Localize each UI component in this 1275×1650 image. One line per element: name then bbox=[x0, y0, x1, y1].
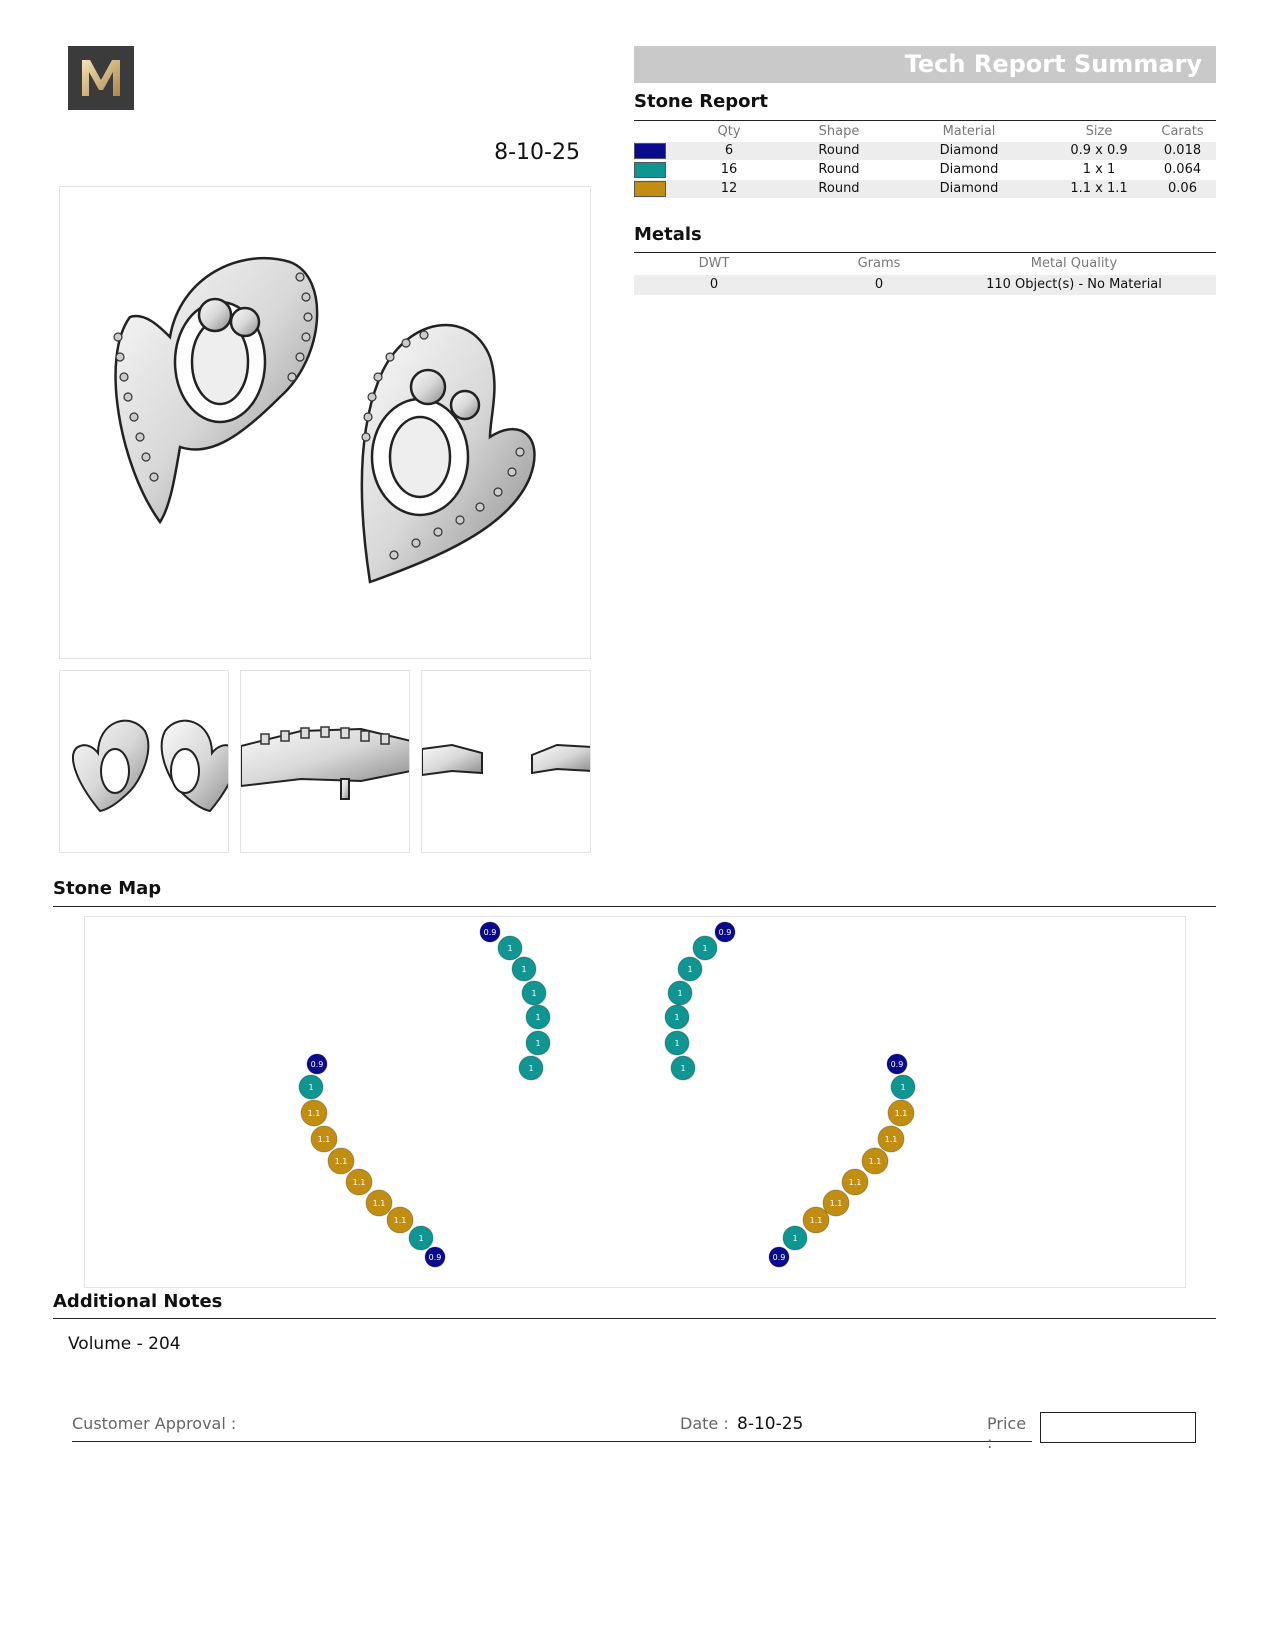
metals-header-row bbox=[634, 255, 1216, 273]
stone-size-label: 1.1 bbox=[809, 1216, 823, 1225]
stone-size-label: 0.9 bbox=[428, 1253, 442, 1262]
thumbnail-side-view bbox=[240, 670, 410, 853]
thumbnail-front-image bbox=[60, 671, 229, 853]
stone-marker bbox=[887, 1054, 907, 1074]
stone-report-header-row bbox=[634, 123, 1216, 141]
metals-rule bbox=[634, 252, 1216, 253]
stone-row bbox=[634, 142, 1216, 160]
metals-table bbox=[634, 255, 1216, 295]
stone-marker bbox=[842, 1169, 868, 1195]
stone-marker bbox=[498, 936, 522, 960]
stone-marker bbox=[299, 1075, 323, 1099]
col-material: Material bbox=[942, 124, 996, 139]
stone-marker bbox=[307, 1054, 327, 1074]
stone-size-label: 1 bbox=[507, 944, 513, 953]
stone-marker bbox=[519, 1056, 543, 1080]
stone-marker bbox=[878, 1126, 904, 1152]
additional-notes-heading: Additional Notes bbox=[53, 1291, 223, 1312]
logo-m-icon bbox=[68, 46, 134, 110]
stone-report-rule bbox=[634, 120, 1216, 121]
earrings-render-image bbox=[60, 187, 592, 660]
stone-size-label: 1 bbox=[792, 1234, 798, 1243]
thumbnail-top-view bbox=[421, 670, 591, 853]
stone-size-label: 1.1 bbox=[829, 1199, 843, 1208]
stone-size-label: 0.9 bbox=[483, 928, 497, 937]
stone-marker bbox=[512, 957, 536, 981]
stone-marker bbox=[366, 1190, 392, 1216]
stone-row bbox=[634, 180, 1216, 198]
stone-size-label: 1 bbox=[418, 1234, 424, 1243]
stone-size-label: 1 bbox=[702, 944, 708, 953]
customer-approval-label: Customer Approval : bbox=[72, 1414, 237, 1433]
stone-marker bbox=[888, 1100, 914, 1126]
stone-size-label: 1 bbox=[521, 965, 527, 974]
stone-size-label: 1 bbox=[528, 1064, 534, 1073]
stone-size: 0.9 x 0.9 bbox=[1070, 143, 1128, 158]
stone-map-rule bbox=[53, 906, 1216, 907]
col-shape: Shape bbox=[818, 124, 860, 139]
report-title-bar bbox=[634, 46, 1216, 83]
stone-marker bbox=[301, 1100, 327, 1126]
approval-date-label: Date : bbox=[680, 1414, 729, 1433]
stone-color-swatch bbox=[634, 162, 666, 178]
stone-marker bbox=[715, 922, 735, 942]
stone-marker bbox=[783, 1226, 807, 1250]
stone-size-label: 1.1 bbox=[894, 1109, 908, 1118]
stone-marker bbox=[526, 1005, 550, 1029]
stone-material: Diamond bbox=[939, 162, 999, 177]
col-carats: Carats bbox=[1161, 124, 1204, 139]
stone-marker bbox=[526, 1031, 550, 1055]
stone-size-label: 1 bbox=[680, 1064, 686, 1073]
stone-marker bbox=[480, 922, 500, 942]
stone-map-heading: Stone Map bbox=[53, 878, 162, 899]
stone-marker bbox=[693, 936, 717, 960]
col-dwt: DWT bbox=[698, 256, 730, 271]
stone-map-canvas bbox=[84, 916, 1186, 1288]
metal-dwt: 0 bbox=[709, 277, 719, 292]
stone-material: Diamond bbox=[939, 143, 999, 158]
stone-size-label: 1 bbox=[674, 1013, 680, 1022]
price-field[interactable] bbox=[1040, 1412, 1196, 1443]
metal-grams: 0 bbox=[874, 277, 884, 292]
stone-size-label: 1 bbox=[535, 1013, 541, 1022]
stone-size-label: 0.9 bbox=[890, 1060, 904, 1069]
stone-qty: 16 bbox=[720, 162, 738, 177]
stone-shape: Round bbox=[818, 162, 860, 177]
stone-marker bbox=[346, 1169, 372, 1195]
stone-marker bbox=[668, 981, 692, 1005]
report-title: Tech Report Summary bbox=[904, 50, 1202, 78]
stone-marker bbox=[387, 1207, 413, 1233]
stone-marker bbox=[891, 1075, 915, 1099]
stone-shape: Round bbox=[818, 143, 860, 158]
stone-size-label: 1 bbox=[535, 1039, 541, 1048]
stone-size-label: 1.1 bbox=[317, 1135, 331, 1144]
stone-size-label: 0.9 bbox=[718, 928, 732, 937]
stone-size: 1.1 x 1.1 bbox=[1070, 181, 1128, 196]
price-label: Price : bbox=[987, 1414, 1027, 1452]
stone-size-label: 1.1 bbox=[848, 1178, 862, 1187]
stone-marker bbox=[425, 1247, 445, 1267]
stone-size-label: 1 bbox=[308, 1083, 314, 1092]
stone-carats: 0.018 bbox=[1163, 143, 1202, 158]
company-logo bbox=[68, 46, 134, 110]
col-size: Size bbox=[1085, 124, 1113, 139]
thumbnail-top-image bbox=[422, 671, 591, 853]
col-metal-quality: Metal Quality bbox=[1030, 256, 1118, 271]
stone-color-swatch bbox=[634, 181, 666, 197]
stone-marker bbox=[665, 1031, 689, 1055]
stone-size-label: 1.1 bbox=[868, 1157, 882, 1166]
approval-date-value: 8-10-25 bbox=[737, 1414, 804, 1434]
thumbnail-front-view bbox=[59, 670, 229, 853]
stone-material: Diamond bbox=[939, 181, 999, 196]
stone-qty: 12 bbox=[720, 181, 738, 196]
stone-size-label: 1.1 bbox=[393, 1216, 407, 1225]
stone-map-diagram bbox=[85, 917, 1187, 1289]
stone-size-label: 1.1 bbox=[307, 1109, 321, 1118]
metals-row bbox=[634, 275, 1216, 295]
stone-carats: 0.064 bbox=[1163, 162, 1202, 177]
stone-marker bbox=[769, 1247, 789, 1267]
report-date: 8-10-25 bbox=[494, 140, 580, 165]
stone-marker bbox=[671, 1056, 695, 1080]
stone-marker bbox=[409, 1226, 433, 1250]
stone-size-label: 1.1 bbox=[334, 1157, 348, 1166]
col-grams: Grams bbox=[857, 256, 901, 271]
stone-carats: 0.06 bbox=[1168, 181, 1197, 196]
stone-marker bbox=[328, 1148, 354, 1174]
stone-marker bbox=[678, 957, 702, 981]
stone-size-label: 1 bbox=[677, 989, 683, 998]
stone-size-label: 1.1 bbox=[372, 1199, 386, 1208]
stone-marker bbox=[803, 1207, 829, 1233]
notes-text: Volume - 204 bbox=[68, 1334, 181, 1354]
stone-shape: Round bbox=[818, 181, 860, 196]
stone-qty: 6 bbox=[724, 143, 734, 158]
main-render-view bbox=[59, 186, 591, 659]
stone-marker bbox=[522, 981, 546, 1005]
stone-report-heading: Stone Report bbox=[634, 91, 769, 112]
stone-size-label: 0.9 bbox=[772, 1253, 786, 1262]
metal-quality: 110 Object(s) - No Material bbox=[986, 277, 1162, 292]
stone-size-label: 1 bbox=[674, 1039, 680, 1048]
stone-color-swatch bbox=[634, 143, 666, 159]
stone-marker bbox=[665, 1005, 689, 1029]
stone-size-label: 1 bbox=[531, 989, 537, 998]
metals-heading: Metals bbox=[634, 224, 702, 245]
customer-approval-line bbox=[72, 1412, 1032, 1452]
stone-report-table bbox=[634, 123, 1216, 203]
thumbnail-side-image bbox=[241, 671, 410, 853]
stone-size-label: 1.1 bbox=[884, 1135, 898, 1144]
stone-marker bbox=[862, 1148, 888, 1174]
additional-notes-rule bbox=[53, 1318, 1216, 1319]
stone-size: 1 x 1 bbox=[1082, 162, 1116, 177]
stone-marker bbox=[311, 1126, 337, 1152]
stone-size-label: 1.1 bbox=[352, 1178, 366, 1187]
stone-size-label: 1 bbox=[687, 965, 693, 974]
stone-row bbox=[634, 161, 1216, 179]
stone-size-label: 0.9 bbox=[310, 1060, 324, 1069]
stone-size-label: 1 bbox=[900, 1083, 906, 1092]
col-qty: Qty bbox=[717, 124, 741, 139]
